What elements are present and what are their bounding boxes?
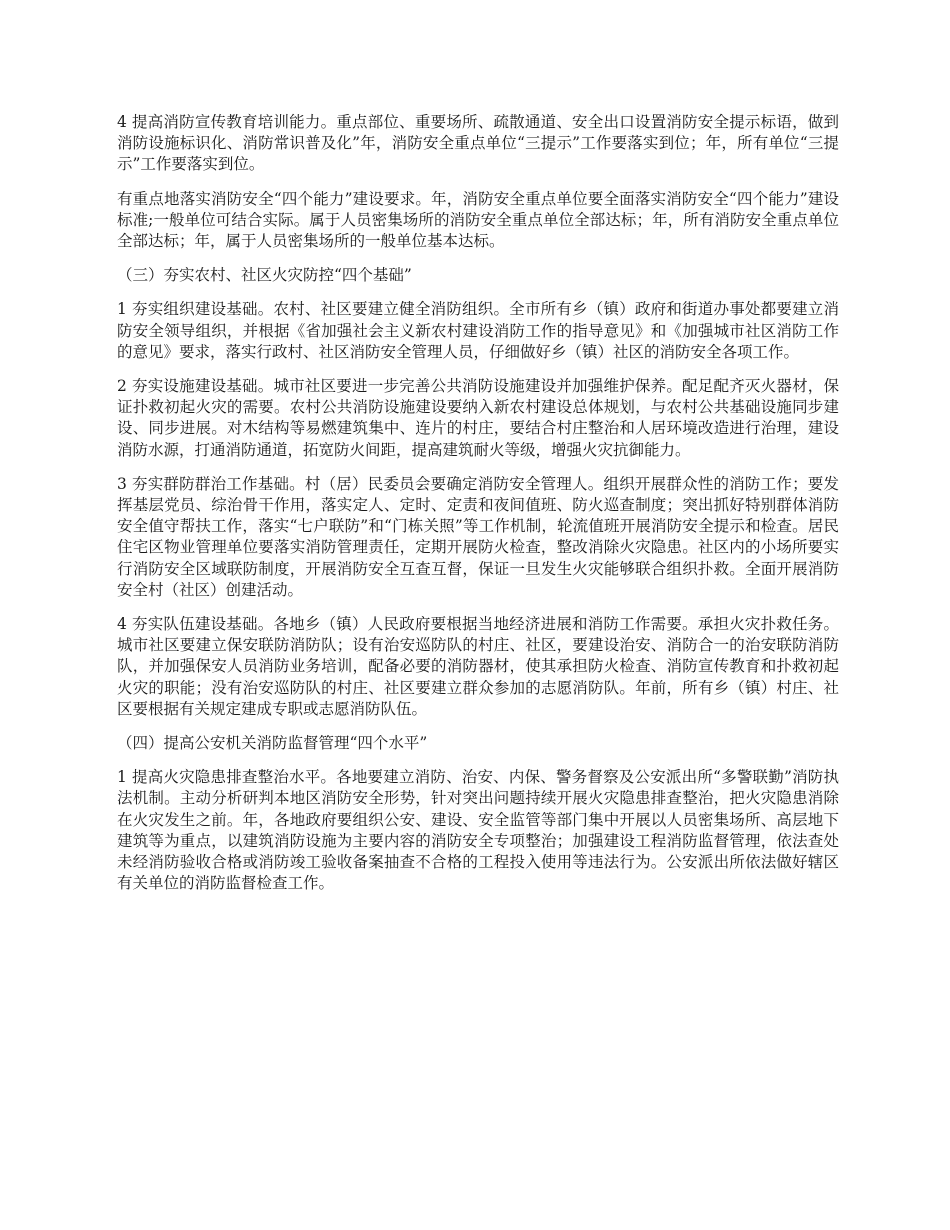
paragraph-organization: 1 夯实组织建设基础。农村、社区要建立健全消防组织。全市所有乡（镇）政府和街道办事处都要建立消防安全领导组织，并根据《省加强社会主义新农村建设消防工作的指导意见》和《加强城市社区消防工作的意见》要求，落实行政村、社区消防安全管理人员，仔细做好乡（镇）社区的消防安全各项工作。	[117, 300, 839, 361]
paragraph-training: 4 提高消防宣传教育培训能力。重点部位、重要场所、疏散通道、安全出口设置消防安全提示标语，做到消防设施标识化、消防常识普及化”年，消防安全重点单位“三提示”工作要落实到位；年，所有单位“三提示”工作要落实到位。	[117, 113, 839, 174]
section-heading-supervision: （四）提高公安机关消防监督管理“四个水平”	[117, 734, 428, 753]
document-body	[117, 112, 839, 908]
section-heading-rural-community: （三）夯实农村、社区火灾防控“四个基础”	[117, 266, 412, 285]
paragraph-hazard-inspection: 1 提高火灾隐患排查整治水平。各地要建立消防、治安、内保、警务督察及公安派出所“多警联勤”消防执法机制。主动分析研判本地区消防安全形势，针对突出问题持续开展火灾隐患排查整治，把火灾隐患消除在火灾发生之前。年，各地政府要组织公安、建设、安全监管等部门集中开展以人员密集场所、高层地下建筑等为重点，以建筑消防设施为主要内容的消防安全专项整治；加强建设工程消防监督管理，依法查处未经消防验收合格或消防竣工验收备案抽查不合格的工程投入使用等违法行为。公安派出所依法做好辖区有关单位的消防监督检查工作。	[117, 768, 839, 893]
paragraph-mass-prevention: 3 夯实群防群治工作基础。村（居）民委员会要确定消防安全管理人。组织开展群众性的消防工作；要发挥基层党员、综治骨干作用，落实定人、定时、定责和夜间值班、防火巡查制度；突出抓好特别群体消防安全值守帮扶工作，落实“七户联防”和“门栋关照”等工作机制，轮流值班开展消防安全提示和检查。居民住宅区物业管理单位要落实消防管理责任，定期开展防火检查，整改消除火灾隐患。社区内的小场所要实行消防安全区域联防制度，开展消防安全互查互督，保证一旦发生火灾能够联合组织扑救。全面开展消防安全村（社区）创建活动。	[117, 474, 839, 599]
paragraph-facilities: 2 夯实设施建设基础。城市社区要进一步完善公共消防设施建设并加强维护保养。配足配齐灭火器材，保证扑救初起火灾的需要。农村公共消防设施建设要纳入新农村建设总体规划，与农村公共基础设施同步建设、同步进展。对木结构等易燃建筑集中、连片的村庄，要结合村庄整治和人居环境改造进行治理，建设消防水源，打通消防通道，拓宽防火间距，提高建筑耐火等级，增强火灾抗御能力。	[117, 377, 839, 459]
paragraph-team-building: 4 夯实队伍建设基础。各地乡（镇）人民政府要根据当地经济进展和消防工作需要。承担火灾扑救任务。城市社区要建立保安联防消防队；设有治安巡防队的村庄、社区，要建设治安、消防合一的治安联防消防队，并加强保安人员消防业务培训，配备必要的消防器材，使其承担防火检查、消防宣传教育和扑救初起火灾的职能；没有治安巡防队的村庄、社区要建立群众参加的志愿消防队。年前，所有乡（镇）村庄、社区要根据有关规定建成专职或志愿消防队伍。	[117, 615, 839, 718]
paragraph-four-abilities: 有重点地落实消防安全“四个能力”建设要求。年，消防安全重点单位要全面落实消防安全“四个能力”建设标准;一般单位可结合实际。属于人员密集场所的消防安全重点单位全部达标；年，所有消防安全重点单位全部达标；年，属于人员密集场所的一般单位基本达标。	[117, 189, 839, 251]
